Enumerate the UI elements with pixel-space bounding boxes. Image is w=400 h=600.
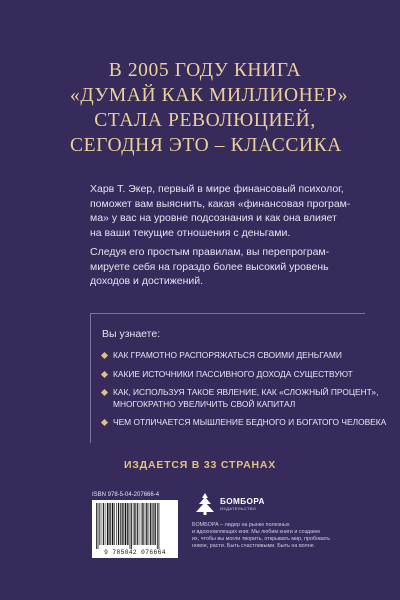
diamond-bullet-icon xyxy=(101,389,108,396)
barcode-bars-icon xyxy=(95,503,175,549)
headline-line: В 2005 ГОДУ КНИГА xyxy=(108,60,302,81)
diamond-bullet-icon xyxy=(101,370,108,377)
publisher-sub: ИЗДАТЕЛЬСТВО xyxy=(220,506,257,511)
countries-tagline: ИЗДАЕТСЯ В 33 СТРАНАХ xyxy=(123,459,277,471)
learn-item-text: КАК ГРАМОТНО РАСПОРЯЖАТЬСЯ СВОИМИ ДЕНЬГАМИ xyxy=(113,350,342,360)
learn-list xyxy=(102,350,387,429)
headline xyxy=(70,58,349,158)
barcode-number: 9 785042 076664 xyxy=(104,549,166,556)
paragraph-line: Харв Т. Экер, первый в мире финансовый психолог, xyxy=(90,183,344,195)
publisher-block xyxy=(192,492,362,550)
paragraph-line: на ваши текущие отношения с деньгами. xyxy=(90,226,291,239)
learn-item xyxy=(102,417,387,429)
learn-item-text: КАК, ИСПОЛЬЗУЯ ТАКОЕ ЯВЛЕНИЕ, КАК «СЛОЖНЫЙ ПРОЦЕНТ», xyxy=(113,387,379,397)
publisher-name: БОМБОРА xyxy=(220,497,265,506)
paragraph-line: поможет вам выяснить, какая «финансовая програм- xyxy=(90,197,351,210)
learn-item-text: ЧЕМ ОТЛИЧАЕТСЯ МЫШЛЕНИЕ БЕДНОГО И БОГАТОГО ЧЕЛОВЕКА xyxy=(113,417,387,427)
learn-item xyxy=(102,387,379,410)
paragraph-line: Следуя его простым правилам, вы перепрограм- xyxy=(90,246,330,258)
headline-line: «ДУМАЙ КАК МИЛЛИОНЕР» xyxy=(70,85,349,106)
publisher-desc-line: БОМБОРА – лидер на рынке полезных xyxy=(192,522,290,528)
bombora-logo-icon xyxy=(194,492,216,516)
learn-item xyxy=(102,369,365,381)
publisher-logo xyxy=(194,492,362,516)
diamond-bullet-icon xyxy=(101,419,108,426)
barcode xyxy=(92,500,178,558)
headline-line: СЕГОДНЯ ЭТО – КЛАССИКА xyxy=(70,135,342,156)
publisher-desc-line: их, чтобы вы могли творить, открывать мир, пробовать xyxy=(192,536,331,542)
isbn-block xyxy=(92,492,178,558)
learn-item xyxy=(102,350,365,362)
publisher-desc-line: новое, расти. Быть счастливыми. Быть на волне. xyxy=(192,543,316,549)
headline-line: СТАЛА РЕВОЛЮЦИЕЙ, xyxy=(94,110,316,131)
paragraph-line: ма» у вас на уровне подсознания и как она влияет xyxy=(90,212,337,224)
paragraph-line: мируете себя на гораздо более высокий уровень xyxy=(90,260,329,273)
paragraph-line: доходов и достижений. xyxy=(90,275,204,287)
learn-box xyxy=(90,313,387,443)
publisher-desc-line: и вдохновляющих книг. Мы любим книги и создаем xyxy=(192,529,320,535)
second-paragraph xyxy=(90,245,350,289)
learn-item-text: МНОГОКРАТНО УВЕЛИЧИТЬ СВОЙ КАПИТАЛ xyxy=(113,398,296,409)
publisher-description xyxy=(192,522,362,550)
diamond-bullet-icon xyxy=(101,352,108,359)
isbn-text: ISBN 978-5-04-207666-4 xyxy=(92,492,160,498)
learn-title: Вы узнаете: xyxy=(102,328,161,340)
intro-paragraph xyxy=(90,182,350,240)
learn-item-text: КАКИЕ ИСТОЧНИКИ ПАССИВНОГО ДОХОДА СУЩЕСТВУЮТ xyxy=(113,368,353,379)
